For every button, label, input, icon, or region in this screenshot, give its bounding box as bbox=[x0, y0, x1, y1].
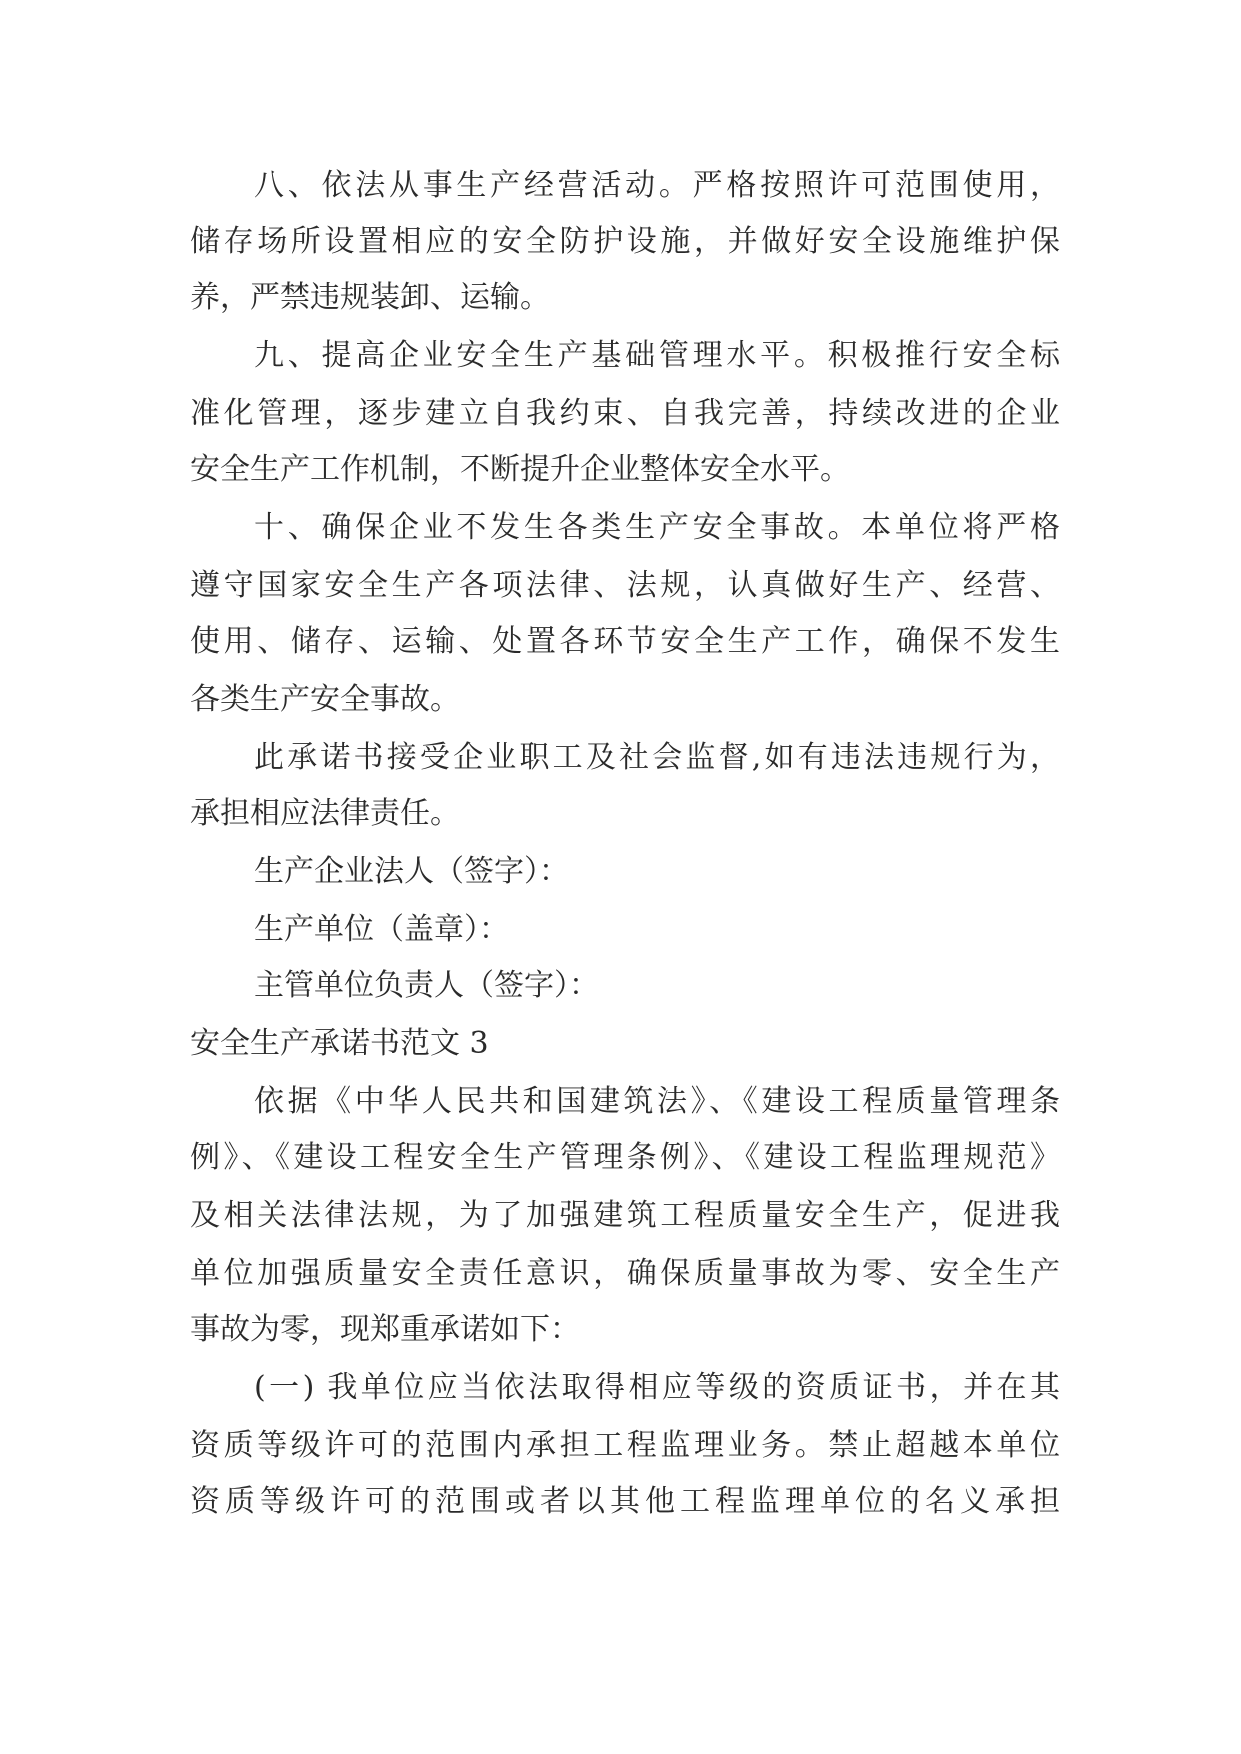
text-line: 使用、储存、运输、处置各环节安全生产工作，确保不发生 bbox=[190, 624, 1060, 659]
text-line: (一) 我单位应当依法取得相应等级的资质证书，并在其 bbox=[254, 1370, 1060, 1405]
text-line: 单位加强质量安全责任意识，确保质量事故为零、安全生产 bbox=[190, 1256, 1060, 1291]
text-line: 九、提高企业安全生产基础管理水平。积极推行安全标 bbox=[254, 338, 1060, 373]
signature-field-unit-seal: 生产单位（盖章）： bbox=[254, 912, 509, 947]
section-heading: 安全生产承诺书范文 3 bbox=[190, 1026, 489, 1061]
signature-field-legal-person: 生产企业法人（签字）： bbox=[254, 854, 569, 889]
signature-field-supervisor: 主管单位负责人（签字）： bbox=[254, 968, 599, 1003]
text-line: 资质等级许可的范围或者以其他工程监理单位的名义承担 bbox=[190, 1484, 1060, 1519]
text-line: 依据《中华人民共和国建筑法》、《建设工程质量管理条 bbox=[254, 1084, 1060, 1119]
text-line: 及相关法律法规，为了加强建筑工程质量安全生产，促进我 bbox=[190, 1198, 1060, 1233]
text-line: 养，严禁违规装卸、运输。 bbox=[190, 280, 550, 315]
text-line: 安全生产工作机制，不断提升企业整体安全水平。 bbox=[190, 452, 850, 487]
text-line: 事故为零，现郑重承诺如下： bbox=[190, 1312, 580, 1347]
text-line: 十、确保企业不发生各类生产安全事故。本单位将严格 bbox=[254, 510, 1060, 545]
text-line: 例》、《建设工程安全生产管理条例》、《建设工程监理规范》 bbox=[190, 1140, 1060, 1175]
text-line: 此承诺书接受企业职工及社会监督,如有违法违规行为， bbox=[254, 740, 1060, 775]
text-line: 准化管理，逐步建立自我约束、自我完善，持续改进的企业 bbox=[190, 396, 1060, 431]
text-line: 八、依法从事生产经营活动。严格按照许可范围使用， bbox=[254, 168, 1060, 203]
text-line: 储存场所设置相应的安全防护设施，并做好安全设施维护保 bbox=[190, 224, 1060, 259]
text-line: 各类生产安全事故。 bbox=[190, 682, 460, 717]
text-line: 承担相应法律责任。 bbox=[190, 796, 460, 831]
text-line: 资质等级许可的范围内承担工程监理业务。禁止超越本单位 bbox=[190, 1428, 1060, 1463]
text-line: 遵守国家安全生产各项法律、法规，认真做好生产、经营、 bbox=[190, 568, 1060, 603]
